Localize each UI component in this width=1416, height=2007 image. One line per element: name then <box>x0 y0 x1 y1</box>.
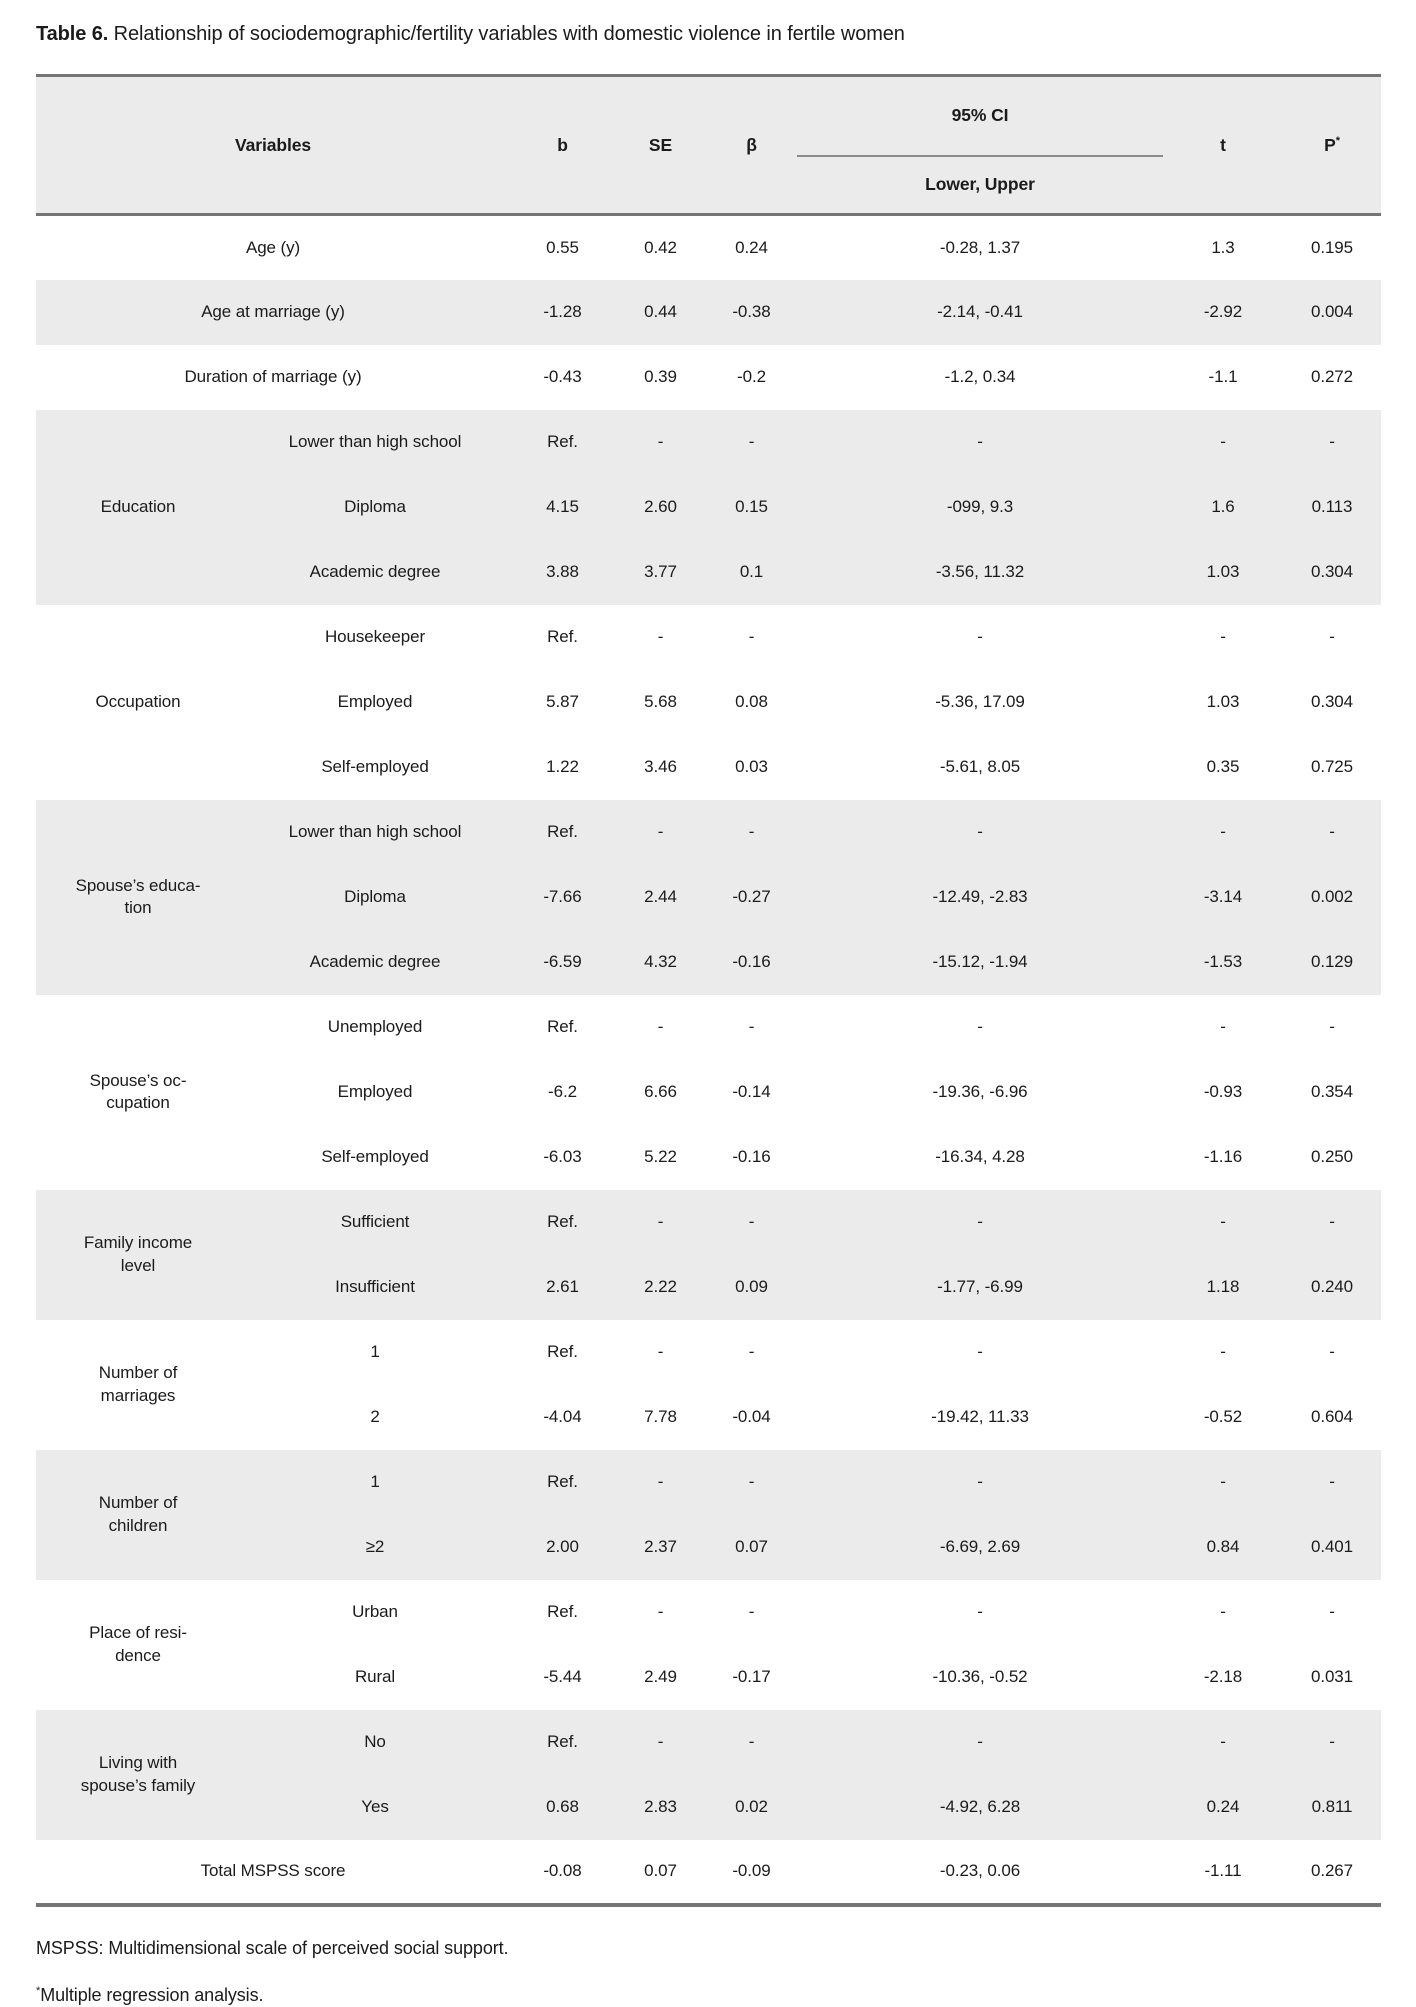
table-row <box>36 800 1381 865</box>
se-value: 3.46 <box>615 735 706 800</box>
beta-value: -0.16 <box>706 930 797 995</box>
b-value: Ref. <box>510 1580 615 1645</box>
t-value: 0.24 <box>1163 1775 1283 1840</box>
p-value: 0.604 <box>1283 1385 1381 1450</box>
beta-value: - <box>706 1580 797 1645</box>
se-value: - <box>615 605 706 670</box>
table-row <box>36 605 1381 670</box>
t-value: -0.52 <box>1163 1385 1283 1450</box>
table-row <box>36 1580 1381 1645</box>
ci-value: -0.23, 0.06 <box>797 1840 1163 1905</box>
variable-group-label: Number of marriages <box>36 1320 240 1450</box>
b-value: 0.55 <box>510 215 615 280</box>
variable-group-label: Number of children <box>36 1450 240 1580</box>
category-cell: Urban <box>240 1580 510 1645</box>
p-value: - <box>1283 800 1381 865</box>
header-p-label: P <box>1324 134 1336 155</box>
ci-value: -1.2, 0.34 <box>797 345 1163 410</box>
beta-value: - <box>706 1320 797 1385</box>
se-value: - <box>615 800 706 865</box>
beta-value: -0.16 <box>706 1125 797 1190</box>
b-value: 1.22 <box>510 735 615 800</box>
table-number: Table 6. <box>36 23 109 45</box>
category-cell: Rural <box>240 1645 510 1710</box>
p-value: - <box>1283 995 1381 1060</box>
t-value: - <box>1163 995 1283 1060</box>
ci-value: -0.28, 1.37 <box>797 215 1163 280</box>
beta-value: 0.15 <box>706 475 797 540</box>
variable-group-label: Place of resi- dence <box>36 1580 240 1710</box>
category-cell: Housekeeper <box>240 605 510 670</box>
se-value: - <box>615 410 706 475</box>
b-value: 0.68 <box>510 1775 615 1840</box>
se-value: 7.78 <box>615 1385 706 1450</box>
se-value: - <box>615 1710 706 1775</box>
se-value: 2.37 <box>615 1515 706 1580</box>
p-value: - <box>1283 1580 1381 1645</box>
b-value: -0.43 <box>510 345 615 410</box>
b-value: Ref. <box>510 1190 615 1255</box>
category-cell: Academic degree <box>240 540 510 605</box>
se-value: - <box>615 1320 706 1385</box>
t-value: - <box>1163 1320 1283 1385</box>
t-value: 0.84 <box>1163 1515 1283 1580</box>
t-value: - <box>1163 1710 1283 1775</box>
ci-value: -2.14, -0.41 <box>797 280 1163 345</box>
b-value: Ref. <box>510 1450 615 1515</box>
ci-value: -3.56, 11.32 <box>797 540 1163 605</box>
category-cell: Unemployed <box>240 995 510 1060</box>
t-value: -3.14 <box>1163 865 1283 930</box>
header-variables: Variables <box>36 76 510 215</box>
p-value: - <box>1283 1320 1381 1385</box>
p-value: - <box>1283 605 1381 670</box>
p-value: 0.031 <box>1283 1645 1381 1710</box>
b-value: Ref. <box>510 605 615 670</box>
ci-value: -099, 9.3 <box>797 475 1163 540</box>
category-cell: ≥2 <box>240 1515 510 1580</box>
se-value: 2.49 <box>615 1645 706 1710</box>
t-value: -2.92 <box>1163 280 1283 345</box>
p-value: 0.240 <box>1283 1255 1381 1320</box>
se-value: - <box>615 995 706 1060</box>
p-value: 0.354 <box>1283 1060 1381 1125</box>
b-value: 3.88 <box>510 540 615 605</box>
p-value: 0.267 <box>1283 1840 1381 1905</box>
table-row <box>36 1450 1381 1515</box>
p-value: 0.250 <box>1283 1125 1381 1190</box>
p-value: 0.401 <box>1283 1515 1381 1580</box>
p-value: - <box>1283 1450 1381 1515</box>
beta-value: - <box>706 410 797 475</box>
se-value: 0.44 <box>615 280 706 345</box>
beta-value: 0.03 <box>706 735 797 800</box>
beta-value: - <box>706 995 797 1060</box>
se-value: - <box>615 1190 706 1255</box>
category-cell: 1 <box>240 1320 510 1385</box>
p-value: 0.002 <box>1283 865 1381 930</box>
table-row <box>36 1320 1381 1385</box>
beta-value: -0.17 <box>706 1645 797 1710</box>
category-cell: No <box>240 1710 510 1775</box>
table-title <box>36 22 1381 47</box>
b-value: Ref. <box>510 410 615 475</box>
variable-group-label: Occupation <box>36 605 240 800</box>
ci-value: -19.42, 11.33 <box>797 1385 1163 1450</box>
beta-value: 0.1 <box>706 540 797 605</box>
table-row <box>36 215 1381 280</box>
beta-value: - <box>706 800 797 865</box>
b-value: -0.08 <box>510 1840 615 1905</box>
ci-value: -1.77, -6.99 <box>797 1255 1163 1320</box>
ci-value: - <box>797 1710 1163 1775</box>
ci-value: - <box>797 1320 1163 1385</box>
category-cell: Diploma <box>240 475 510 540</box>
ci-value: - <box>797 1190 1163 1255</box>
t-value: 1.18 <box>1163 1255 1283 1320</box>
beta-value: 0.07 <box>706 1515 797 1580</box>
b-value: Ref. <box>510 995 615 1060</box>
beta-value: - <box>706 1190 797 1255</box>
ci-value: -15.12, -1.94 <box>797 930 1163 995</box>
header-beta: β <box>706 76 797 215</box>
table-row <box>36 1190 1381 1255</box>
category-cell: Age at marriage (y) <box>36 280 510 345</box>
ci-value: -5.61, 8.05 <box>797 735 1163 800</box>
se-value: 0.39 <box>615 345 706 410</box>
t-value: - <box>1163 410 1283 475</box>
se-value: 5.68 <box>615 670 706 735</box>
b-value: -5.44 <box>510 1645 615 1710</box>
category-cell: Self-employed <box>240 735 510 800</box>
t-value: -2.18 <box>1163 1645 1283 1710</box>
p-value: 0.195 <box>1283 215 1381 280</box>
beta-value: 0.08 <box>706 670 797 735</box>
b-value: Ref. <box>510 800 615 865</box>
p-value: 0.725 <box>1283 735 1381 800</box>
t-value: -1.53 <box>1163 930 1283 995</box>
header-p <box>1283 76 1381 215</box>
t-value: 1.3 <box>1163 215 1283 280</box>
variable-group-label: Spouse’s oc- cupation <box>36 995 240 1190</box>
footnote-method-text: Multiple regression analysis. <box>40 1985 264 2006</box>
b-value: 2.61 <box>510 1255 615 1320</box>
se-value: 2.22 <box>615 1255 706 1320</box>
p-value: 0.304 <box>1283 670 1381 735</box>
category-cell: Diploma <box>240 865 510 930</box>
header-ci-sub: Lower, Upper <box>797 156 1163 215</box>
ci-value: - <box>797 1580 1163 1645</box>
results-table <box>36 74 1381 1907</box>
se-value: 0.42 <box>615 215 706 280</box>
b-value: Ref. <box>510 1320 615 1385</box>
t-value: - <box>1163 1580 1283 1645</box>
header-se: SE <box>615 76 706 215</box>
beta-value: -0.2 <box>706 345 797 410</box>
header-b: b <box>510 76 615 215</box>
header-row-top <box>36 76 1381 156</box>
t-value: 1.03 <box>1163 540 1283 605</box>
category-cell: Academic degree <box>240 930 510 995</box>
p-value: 0.272 <box>1283 345 1381 410</box>
beta-value: -0.04 <box>706 1385 797 1450</box>
ci-value: -5.36, 17.09 <box>797 670 1163 735</box>
t-value: -1.1 <box>1163 345 1283 410</box>
category-cell: 2 <box>240 1385 510 1450</box>
beta-value: -0.38 <box>706 280 797 345</box>
variable-group-label: Education <box>36 410 240 605</box>
category-cell: Self-employed <box>240 1125 510 1190</box>
p-value: 0.304 <box>1283 540 1381 605</box>
beta-value: -0.09 <box>706 1840 797 1905</box>
beta-value: - <box>706 1710 797 1775</box>
se-value: 3.77 <box>615 540 706 605</box>
b-value: -6.59 <box>510 930 615 995</box>
t-value: -1.16 <box>1163 1125 1283 1190</box>
header-t: t <box>1163 76 1283 215</box>
category-cell: Age (y) <box>36 215 510 280</box>
b-value: 4.15 <box>510 475 615 540</box>
ci-value: - <box>797 410 1163 475</box>
beta-value: 0.09 <box>706 1255 797 1320</box>
se-value: 2.83 <box>615 1775 706 1840</box>
category-cell: Lower than high school <box>240 410 510 475</box>
t-value: 0.35 <box>1163 735 1283 800</box>
p-value: - <box>1283 410 1381 475</box>
table-row <box>36 1710 1381 1775</box>
t-value: - <box>1163 605 1283 670</box>
t-value: 1.6 <box>1163 475 1283 540</box>
table-row <box>36 280 1381 345</box>
variable-group-label: Spouse’s educa- tion <box>36 800 240 995</box>
table-row <box>36 995 1381 1060</box>
table-row <box>36 345 1381 410</box>
ci-value: - <box>797 1450 1163 1515</box>
ci-value: -19.36, -6.96 <box>797 1060 1163 1125</box>
t-value: - <box>1163 800 1283 865</box>
beta-value: 0.02 <box>706 1775 797 1840</box>
category-cell: Sufficient <box>240 1190 510 1255</box>
p-value: - <box>1283 1710 1381 1775</box>
b-value: -1.28 <box>510 280 615 345</box>
category-cell: Insufficient <box>240 1255 510 1320</box>
category-cell: Lower than high school <box>240 800 510 865</box>
variable-group-label: Living with spouse’s family <box>36 1710 240 1840</box>
beta-value: -0.14 <box>706 1060 797 1125</box>
category-cell: Yes <box>240 1775 510 1840</box>
ci-value: -10.36, -0.52 <box>797 1645 1163 1710</box>
p-value: - <box>1283 1190 1381 1255</box>
t-value: 1.03 <box>1163 670 1283 735</box>
ci-value: -4.92, 6.28 <box>797 1775 1163 1840</box>
se-value: 0.07 <box>615 1840 706 1905</box>
beta-value: - <box>706 1450 797 1515</box>
p-value: 0.811 <box>1283 1775 1381 1840</box>
table-header <box>36 76 1381 215</box>
se-value: 4.32 <box>615 930 706 995</box>
beta-value: -0.27 <box>706 865 797 930</box>
se-value: 2.60 <box>615 475 706 540</box>
table-caption: Relationship of sociodemographic/fertility variables with domestic violence in fertile women <box>108 23 905 45</box>
b-value: -7.66 <box>510 865 615 930</box>
se-value: - <box>615 1450 706 1515</box>
ci-value: -16.34, 4.28 <box>797 1125 1163 1190</box>
category-cell: 1 <box>240 1450 510 1515</box>
t-value: - <box>1163 1190 1283 1255</box>
ci-value: -12.49, -2.83 <box>797 865 1163 930</box>
footnote-method <box>36 1985 1381 2007</box>
b-value: Ref. <box>510 1710 615 1775</box>
t-value: -0.93 <box>1163 1060 1283 1125</box>
ci-value: -6.69, 2.69 <box>797 1515 1163 1580</box>
se-value: 2.44 <box>615 865 706 930</box>
se-value: 5.22 <box>615 1125 706 1190</box>
category-cell: Total MSPSS score <box>36 1840 510 1905</box>
variable-group-label: Family income level <box>36 1190 240 1320</box>
footnote-asterisk: * <box>36 1985 41 1998</box>
category-cell: Employed <box>240 670 510 735</box>
header-p-asterisk: * <box>1335 134 1340 147</box>
footnote-mspss: MSPSS: Multidimensional scale of perceived social support. <box>36 1937 509 1958</box>
se-value: - <box>615 1580 706 1645</box>
category-cell: Duration of marriage (y) <box>36 345 510 410</box>
b-value: 2.00 <box>510 1515 615 1580</box>
b-value: -6.03 <box>510 1125 615 1190</box>
b-value: -4.04 <box>510 1385 615 1450</box>
se-value: 6.66 <box>615 1060 706 1125</box>
table-row <box>36 410 1381 475</box>
t-value: - <box>1163 1450 1283 1515</box>
ci-value: - <box>797 605 1163 670</box>
header-ci: 95% CI <box>797 76 1163 156</box>
ci-value: - <box>797 800 1163 865</box>
table-row <box>36 1840 1381 1905</box>
beta-value: - <box>706 605 797 670</box>
p-value: 0.113 <box>1283 475 1381 540</box>
p-value: 0.129 <box>1283 930 1381 995</box>
category-cell: Employed <box>240 1060 510 1125</box>
t-value: -1.11 <box>1163 1840 1283 1905</box>
b-value: 5.87 <box>510 670 615 735</box>
p-value: 0.004 <box>1283 280 1381 345</box>
beta-value: 0.24 <box>706 215 797 280</box>
ci-value: - <box>797 995 1163 1060</box>
b-value: -6.2 <box>510 1060 615 1125</box>
